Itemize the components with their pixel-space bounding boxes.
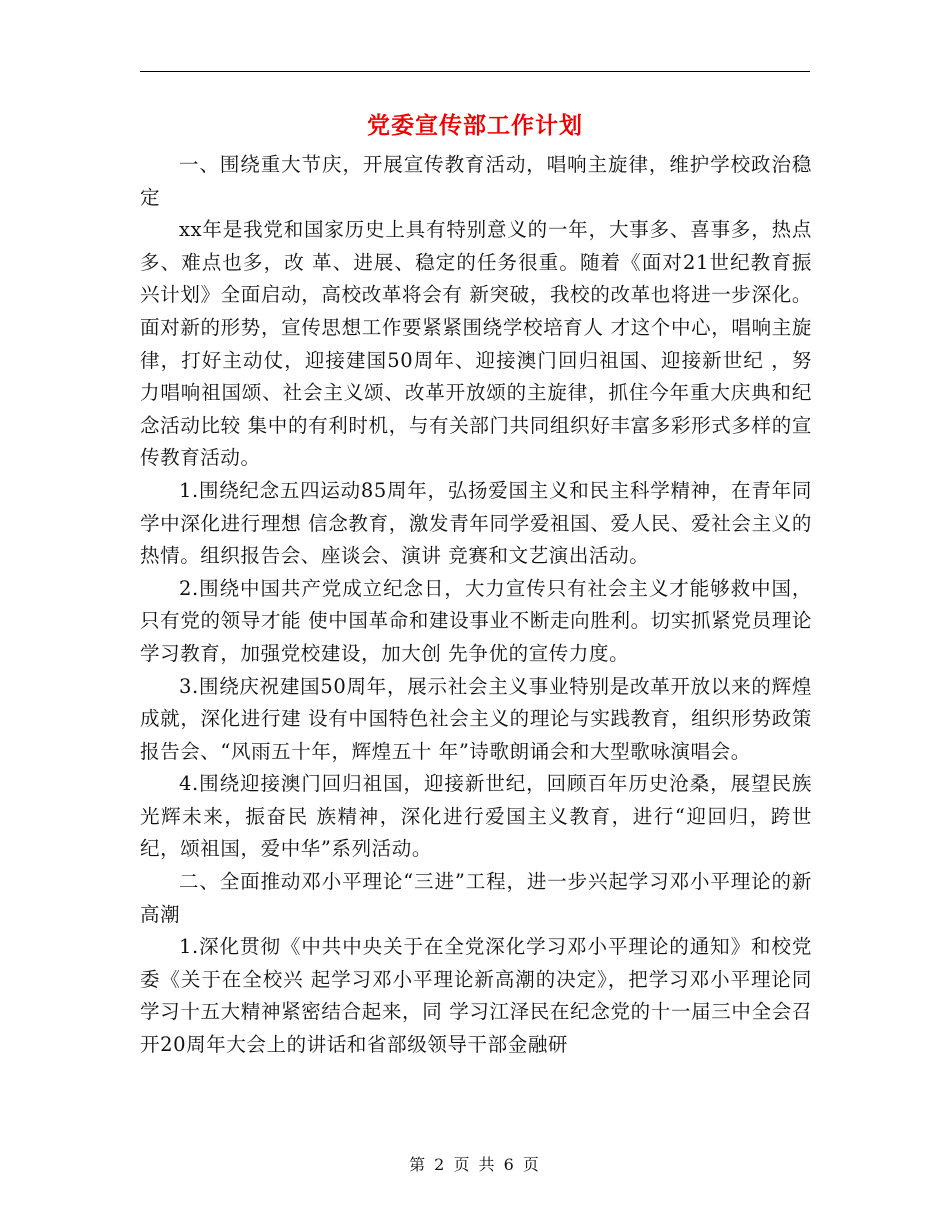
section-heading-2: 二、全面推动邓小平理论“三进”工程，进一步兴起学习邓小平理论的新高潮 xyxy=(140,870,812,926)
document-title: 党委宣传部工作计划 xyxy=(367,112,583,139)
list-item-4: 4.围绕迎接澳门回归祖国，迎接新世纪，回顾百年历史沧桑，展望民族光辉未来，振奋民 族精神，深化进行爱国主义教育，进行“迎回归，跨世纪，颂祖国，爱中华”系列活动。 xyxy=(140,772,812,861)
document-body xyxy=(140,149,812,1062)
list-item-5: 1.深化贯彻《中共中央关于在全党深化学习邓小平理论的通知》和校党委《关于在全校兴 起学习邓小平理论新高潮的决定》，把学习邓小平理论同学习十五大精神紧密结合起来，同 学习江泽民在纪念党的十一届三中全会召开20周年大会上的讲话和省部级领导干部金融研 xyxy=(140,935,812,1057)
list-item-1: 1.围绕纪念五四运动85周年，弘扬爱国主义和民主科学精神，在青年同学中深化进行理想 信念教育，激发青年同学爱祖国、爱人民、爱社会主义的热情。组织报告会、座谈会、演讲 竞赛和文艺演出活动。 xyxy=(140,478,812,568)
list-item-2: 2.围绕中国共产党成立纪念日，大力宣传只有社会主义才能够救中国，只有党的领导才能 使中国革命和建设事业不断走向胜利。切实抓紧党员理论学习教育，加强党校建设，加大创 先争优的宣传力度。 xyxy=(140,576,812,665)
section-heading-1: 一、围绕重大节庆，开展宣传教育活动，唱响主旋律，维护学校政治稳定 xyxy=(140,153,812,209)
paragraph-intro: xx年是我党和国家历史上具有特别意义的一年，大事多、喜事多，热点多、难点也多，改 革、进展、稳定的任务很重。随着《面对21世纪教育振兴计划》全面启动，高校改革将会有 新突破，我校的改革也将进一步深化。面对新的形势，宣传思想工作要紧紧围绕学校培育人 才这个中心，唱响主旋律，打好主动仗，迎接建国50周年、迎接澳门回归祖国、迎接新世纪 ，努力唱响祖国颂、社会主义颂、改革开放颂的主旋律，抓住今年重大庆典和纪念活动比较 集中的有利时机，与有关部门共同组织好丰富多彩形式多样的宣传教育活动。 xyxy=(140,218,812,470)
page-number: 第 2 页 共 6 页 xyxy=(409,1155,541,1174)
header-rule xyxy=(140,71,810,72)
list-item-3: 3.围绕庆祝建国50周年，展示社会主义事业特别是改革开放以来的辉煌成就，深化进行建 设有中国特色社会主义的理论与实践教育，组织形势政策报告会、“风雨五十年，辉煌五十 年”诗歌朗诵会和大型歌咏演唱会。 xyxy=(140,674,812,763)
